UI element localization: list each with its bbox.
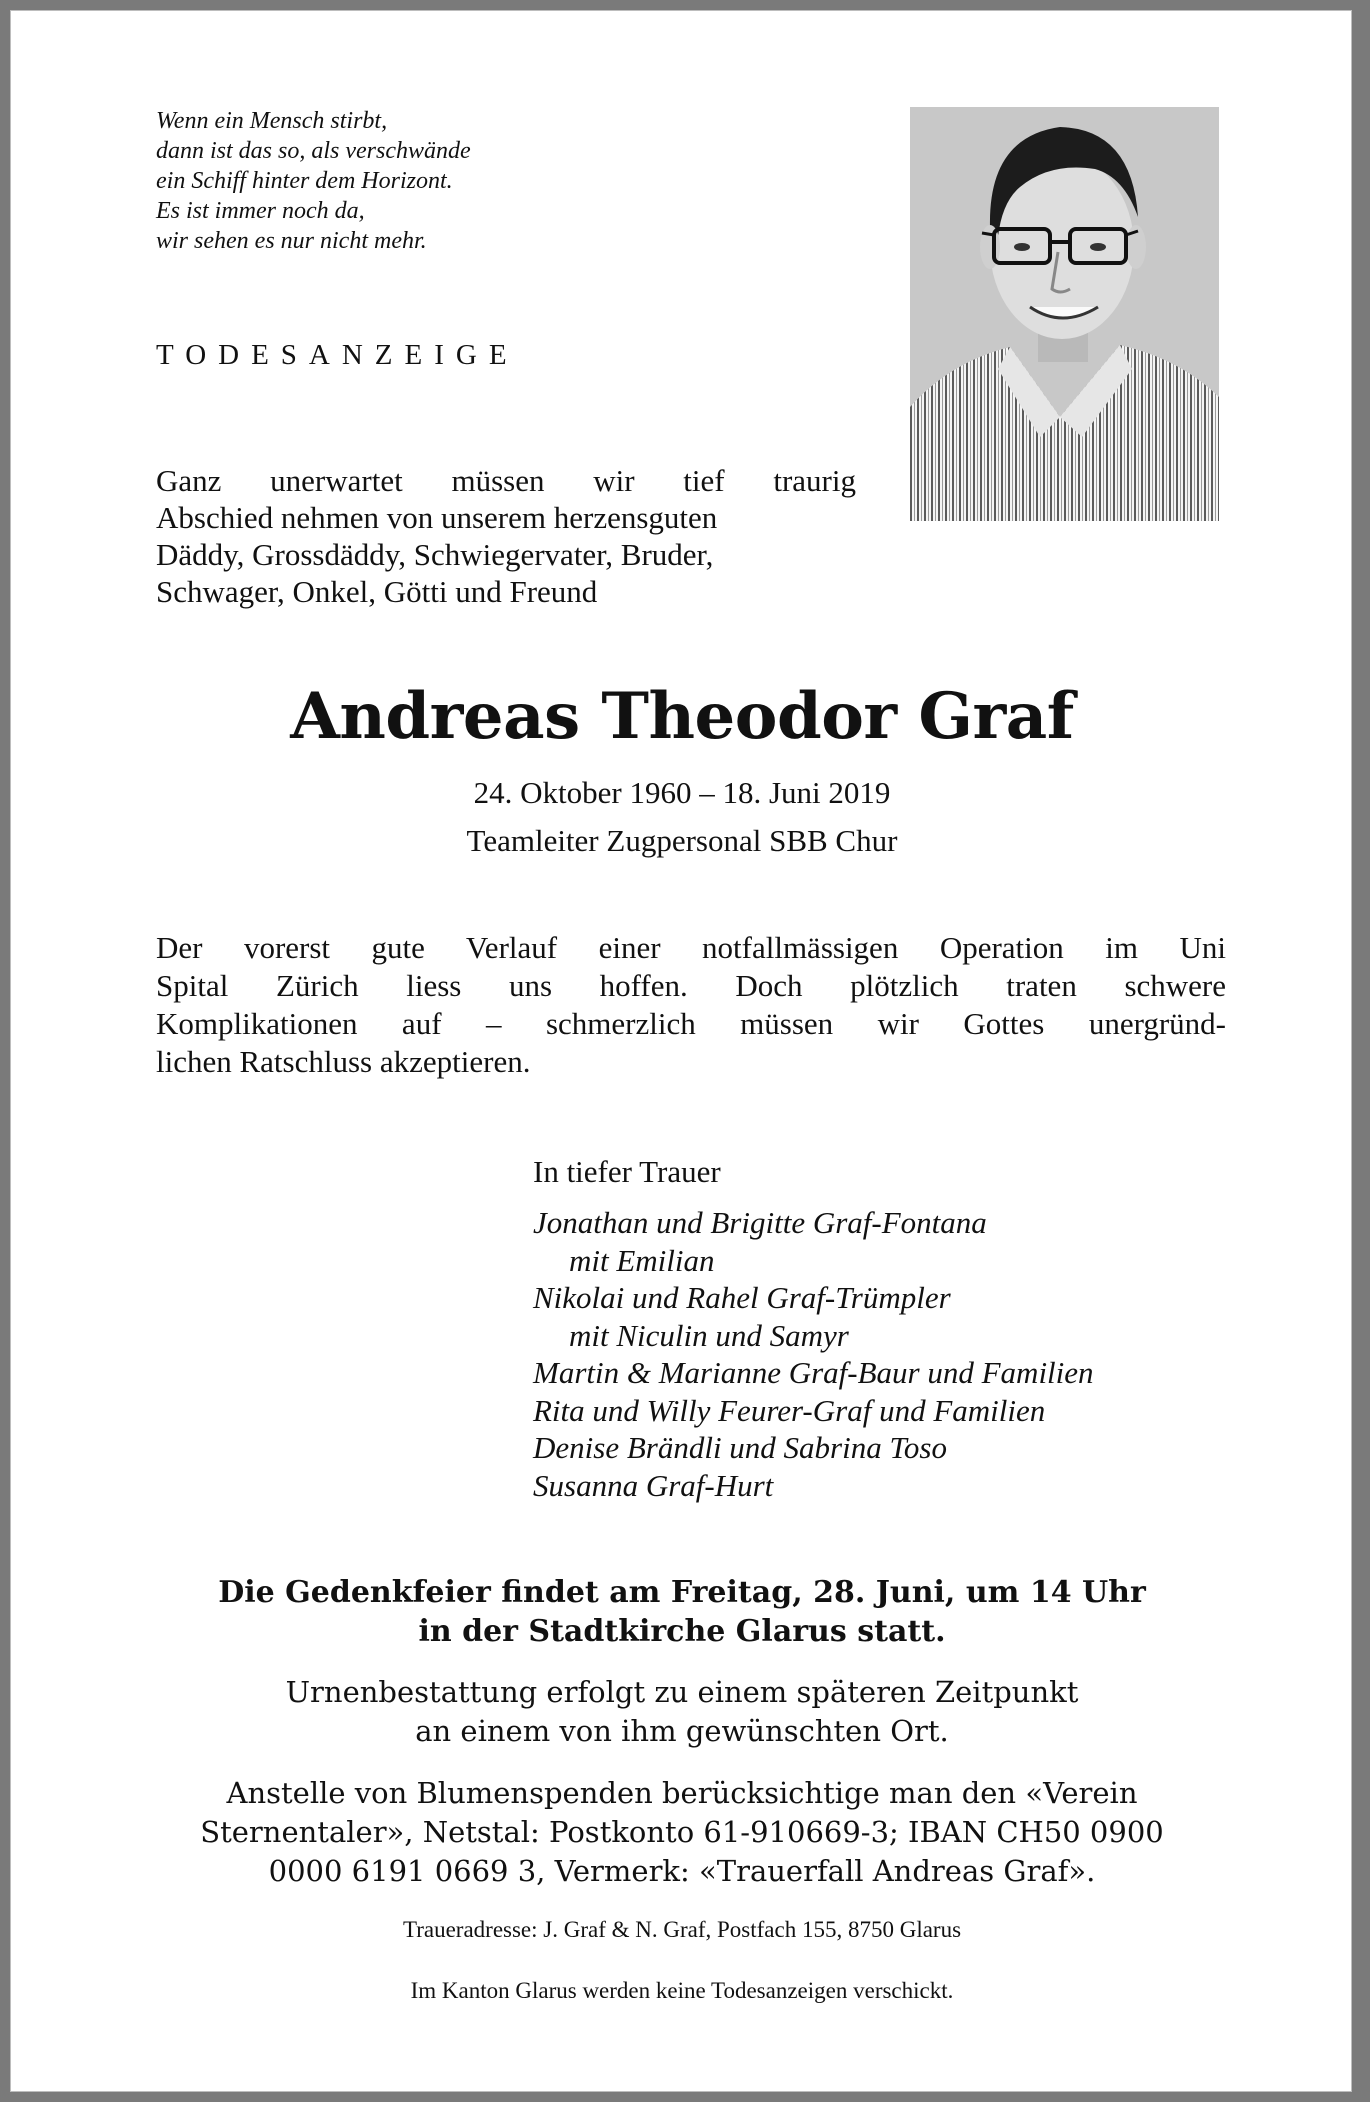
mourning-address: Traueradresse: J. Graf & N. Graf, Postfach 155, 8750 Glarus <box>402 1917 962 1942</box>
portrait-photo <box>910 107 1219 521</box>
ceremony-info <box>11 1573 1353 1651</box>
donation-line: Sternentaler», Netstal: Postkonto 61-910669-3; IBAN CH50 0900 <box>200 1815 1164 1849</box>
mourner: Jonathan und Brigitte Graf-Fontana <box>533 1205 987 1240</box>
story-line: Der vorerst gute Verlauf einer notfallmässigen Operation im Uni <box>156 930 1226 965</box>
notice-heading: TODESANZEIGE <box>156 339 519 371</box>
donation-line: 0000 6191 0669 3, Vermerk: «Trauerfall Andreas Graf». <box>268 1854 1096 1888</box>
story-line: Spital Zürich liess uns hoffen. Doch plötzlich traten schwere <box>156 968 1226 1003</box>
poem-line: wir sehen es nur nicht mehr. <box>156 228 427 254</box>
mourner: Susanna Graf-Hurt <box>533 1467 774 1503</box>
mourner: Martin & Marianne Graf-Baur und Familien <box>533 1355 1094 1390</box>
ceremony-line: in der Stadtkirche Glarus statt. <box>418 1614 946 1649</box>
intro-line: Däddy, Grossdäddy, Schwiegervater, Bruder, <box>156 537 714 572</box>
poem-line: dann ist das so, als verschwände <box>156 138 471 164</box>
burial-info <box>11 1673 1353 1751</box>
intro-line: Schwager, Onkel, Götti und Freund <box>156 574 598 609</box>
intro-line: Ganz unerwartet müssen wir tief traurig <box>156 463 856 498</box>
poem-line: Wenn ein Mensch stirbt, <box>156 108 388 134</box>
ceremony-line: Die Gedenkfeier findet am Freitag, 28. Juni, um 14 Uhr <box>218 1575 1146 1610</box>
story-text <box>156 929 1226 1081</box>
donation-line: Anstelle von Blumenspenden berücksichtige man den «Verein <box>226 1776 1138 1810</box>
mourner: mit Emilian <box>569 1242 715 1278</box>
story-line: Komplikationen auf – schmerzlich müssen wir Gottes unergründ- <box>156 1006 1226 1041</box>
mourner: Rita und Willy Feurer-Graf und Familien <box>533 1392 1046 1428</box>
mourning-heading: In tiefer Trauer <box>533 1154 721 1189</box>
mourner: Nikolai und Rahel Graf-Trümpler <box>533 1280 951 1315</box>
occupation: Teamleiter Zugpersonal SBB Chur <box>466 823 898 858</box>
story-line: lichen Ratschluss akzeptieren. <box>156 1044 531 1079</box>
poem <box>156 106 676 256</box>
mourner: Denise Brändli und Sabrina Toso <box>533 1430 947 1465</box>
poem-line: ein Schiff hinter dem Horizont. <box>156 168 453 194</box>
intro-text <box>156 462 856 610</box>
intro-line: Abschied nehmen von unserem herzensguten <box>156 500 718 535</box>
burial-line: Urnenbestattung erfolgt zu einem späteren Zeitpunkt <box>285 1675 1079 1709</box>
life-dates: 24. Oktober 1960 – 18. Juni 2019 <box>473 775 891 810</box>
donation-info <box>11 1774 1353 1891</box>
no-mailing-notice: Im Kanton Glarus werden keine Todesanzeigen verschickt. <box>410 1978 954 2003</box>
mourners-list <box>533 1204 1233 1504</box>
mourner: mit Niculin und Samyr <box>569 1317 849 1353</box>
poem-line: Es ist immer noch da, <box>156 198 365 224</box>
obituary-page <box>10 10 1352 2092</box>
deceased-name: Andreas Theodor Graf <box>290 679 1074 754</box>
burial-line: an einem von ihm gewünschten Ort. <box>415 1714 949 1748</box>
